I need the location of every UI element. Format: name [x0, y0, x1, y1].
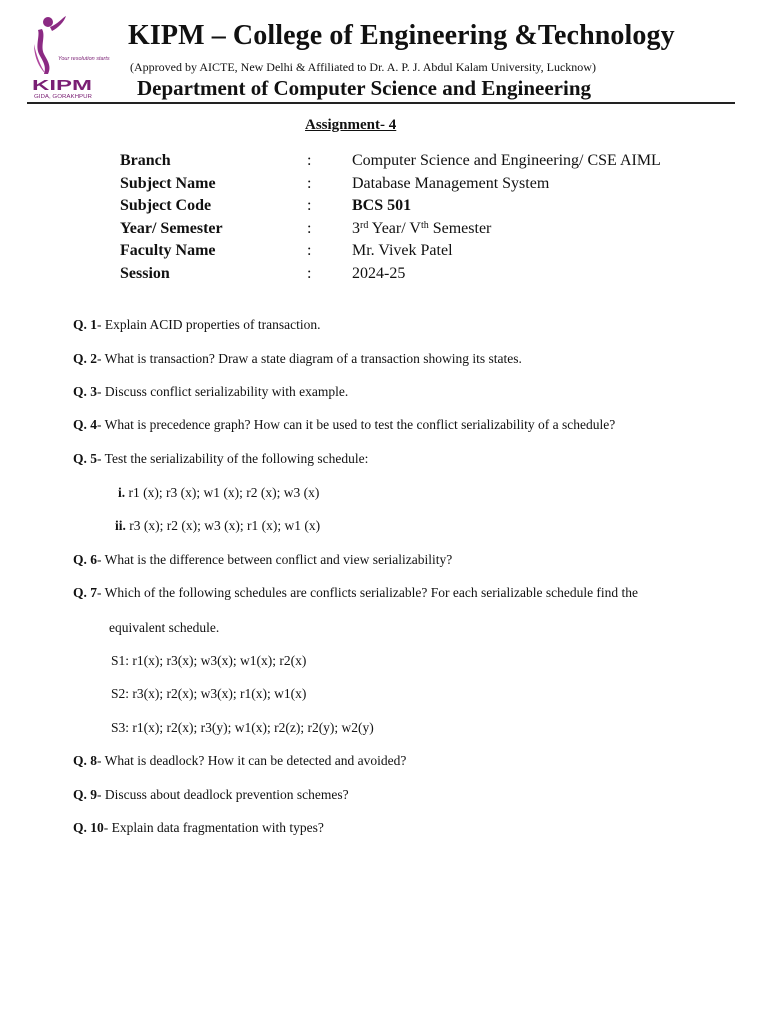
year-semester-value: 3rd Year/ Vth Semester: [352, 219, 492, 237]
branch-label: Branch: [120, 152, 171, 169]
question-5: Q. 5- Test the serializability of the following schedule:: [73, 451, 369, 466]
question-7: Q. 7- Which of the following schedules are conflicts serializable? For each serializable schedule find the: [73, 585, 639, 600]
logo-figure-head: [43, 17, 53, 27]
colon: :: [307, 219, 312, 237]
logo-tagline: Your resolution starts: [58, 56, 110, 62]
assignment-title: Assignment- 4: [305, 117, 397, 133]
colon: :: [307, 174, 312, 192]
approval-line: (Approved by AICTE, New Delhi & Affiliated to Dr. A. P. J. Abdul Kalam University, Lucknow): [130, 60, 596, 74]
branch-value: Computer Science and Engineering/ CSE AIML: [352, 152, 661, 169]
subject-name-label: Subject Name: [120, 174, 216, 192]
question-1: Q. 1- Explain ACID properties of transaction.: [73, 317, 321, 332]
question-8: Q. 8- What is deadlock? How it can be detected and avoided?: [73, 753, 407, 768]
kipm-logo: [28, 14, 110, 100]
question-3: Q. 3- Discuss conflict serializability with example.: [73, 384, 349, 399]
subject-name-value: Database Management System: [352, 174, 550, 192]
question-10: Q. 10- Explain data fragmentation with types?: [73, 820, 324, 835]
session-value: 2024-25: [352, 264, 406, 282]
subject-code-label: Subject Code: [120, 197, 212, 215]
question-4: Q. 4- What is precedence graph? How can it be used to test the conflict serializability of a schedule?: [73, 417, 616, 432]
question-2: Q. 2- What is transaction? Draw a state diagram of a transaction showing its states.: [73, 351, 522, 366]
question-5-part-i: i. r1 (x); r3 (x); w1 (x); r2 (x); w3 (x): [118, 485, 320, 500]
logo-location: GIDA, GORAKHPUR: [34, 94, 93, 100]
question-7-schedule-s2: S2: r3(x); r2(x); w3(x); r1(x); w1(x): [111, 686, 307, 701]
college-name: KIPM – College of Engineering &Technology: [128, 20, 675, 51]
year-semester-label: Year/ Semester: [120, 219, 223, 237]
colon: :: [307, 152, 312, 169]
question-6: Q. 6- What is the difference between conflict and view serializability?: [73, 552, 453, 567]
faculty-label: Faculty Name: [120, 242, 216, 260]
question-7-schedule-s3: S3: r1(x); r2(x); r3(y); w1(x); r2(z); r2(y); w2(y): [111, 720, 374, 735]
logo-figure-body: [37, 29, 49, 74]
colon: :: [307, 264, 312, 282]
colon: :: [307, 242, 312, 260]
question-7-schedule-s1: S1: r1(x); r3(x); w3(x); w1(x); r2(x): [111, 653, 307, 668]
question-9: Q. 9- Discuss about deadlock prevention schemes?: [73, 787, 349, 802]
logo-wordmark: KIPM: [32, 77, 92, 94]
header-divider: [27, 102, 735, 104]
subject-code-value: BCS 501: [352, 197, 412, 215]
question-5-part-ii: ii. r3 (x); r2 (x); w3 (x); r1 (x); w1 (x): [115, 518, 321, 533]
colon: :: [307, 197, 312, 215]
question-7-continued: equivalent schedule.: [109, 620, 220, 635]
session-label: Session: [120, 264, 170, 282]
faculty-value: Mr. Vivek Patel: [352, 242, 453, 260]
department-name: Department of Computer Science and Engineering: [137, 76, 591, 100]
